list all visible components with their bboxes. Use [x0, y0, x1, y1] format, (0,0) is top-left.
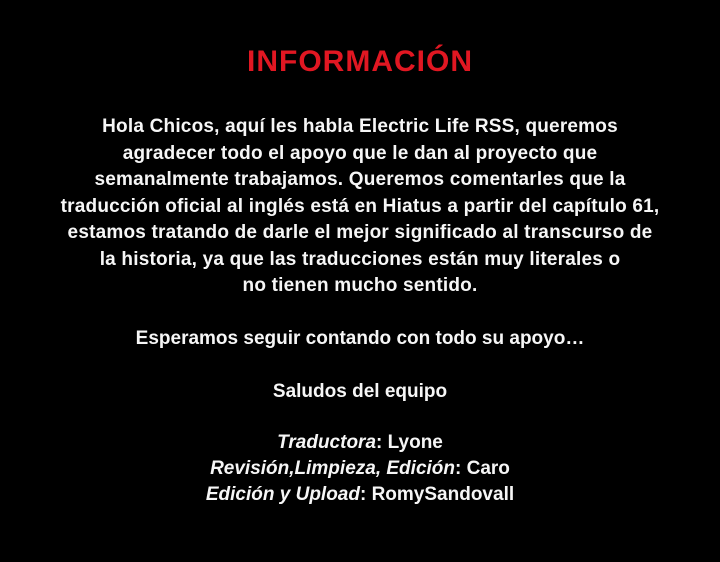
credit-role-label: Edición y Upload: [205, 483, 360, 505]
announcement-paragraph: [0, 114, 720, 300]
credits-block: [0, 430, 720, 508]
paragraph-line: estamos tratando de darle el mejor significado al transcurso de: [67, 222, 653, 243]
paragraph-line: agradecer todo el apoyo que le dan al proyecto que: [122, 142, 598, 164]
credit-role-label: Revisión,Limpieza, Edición: [210, 457, 456, 479]
credit-role-label: Traductora: [277, 431, 377, 453]
credit-person-name: : Caro: [455, 457, 510, 479]
paragraph-line: no tienen mucho sentido.: [242, 275, 478, 296]
paragraph-line: Hola Chicos, aquí les habla Electric Life RSS, queremos: [102, 116, 618, 137]
credit-line-translator: [0, 430, 720, 456]
paragraph-line: la historia, ya que las traducciones están muy literales o: [99, 248, 621, 270]
credit-line-revision: [0, 456, 720, 482]
team-signoff: Saludos del equipo: [272, 381, 448, 402]
paragraph-line: semanalmente trabajamos. Queremos comentarles que la: [94, 169, 626, 190]
page-title: INFORMACIÓN: [247, 45, 473, 78]
paragraph-line: traducción oficial al inglés está en Hiatus a partir del capítulo 61,: [60, 195, 660, 217]
credit-person-name: : RomySandovall: [359, 483, 515, 505]
credit-line-upload: [0, 482, 720, 508]
credit-person-name: : Lyone: [376, 431, 443, 453]
closing-line: Esperamos seguir contando con todo su apoyo…: [135, 327, 585, 349]
